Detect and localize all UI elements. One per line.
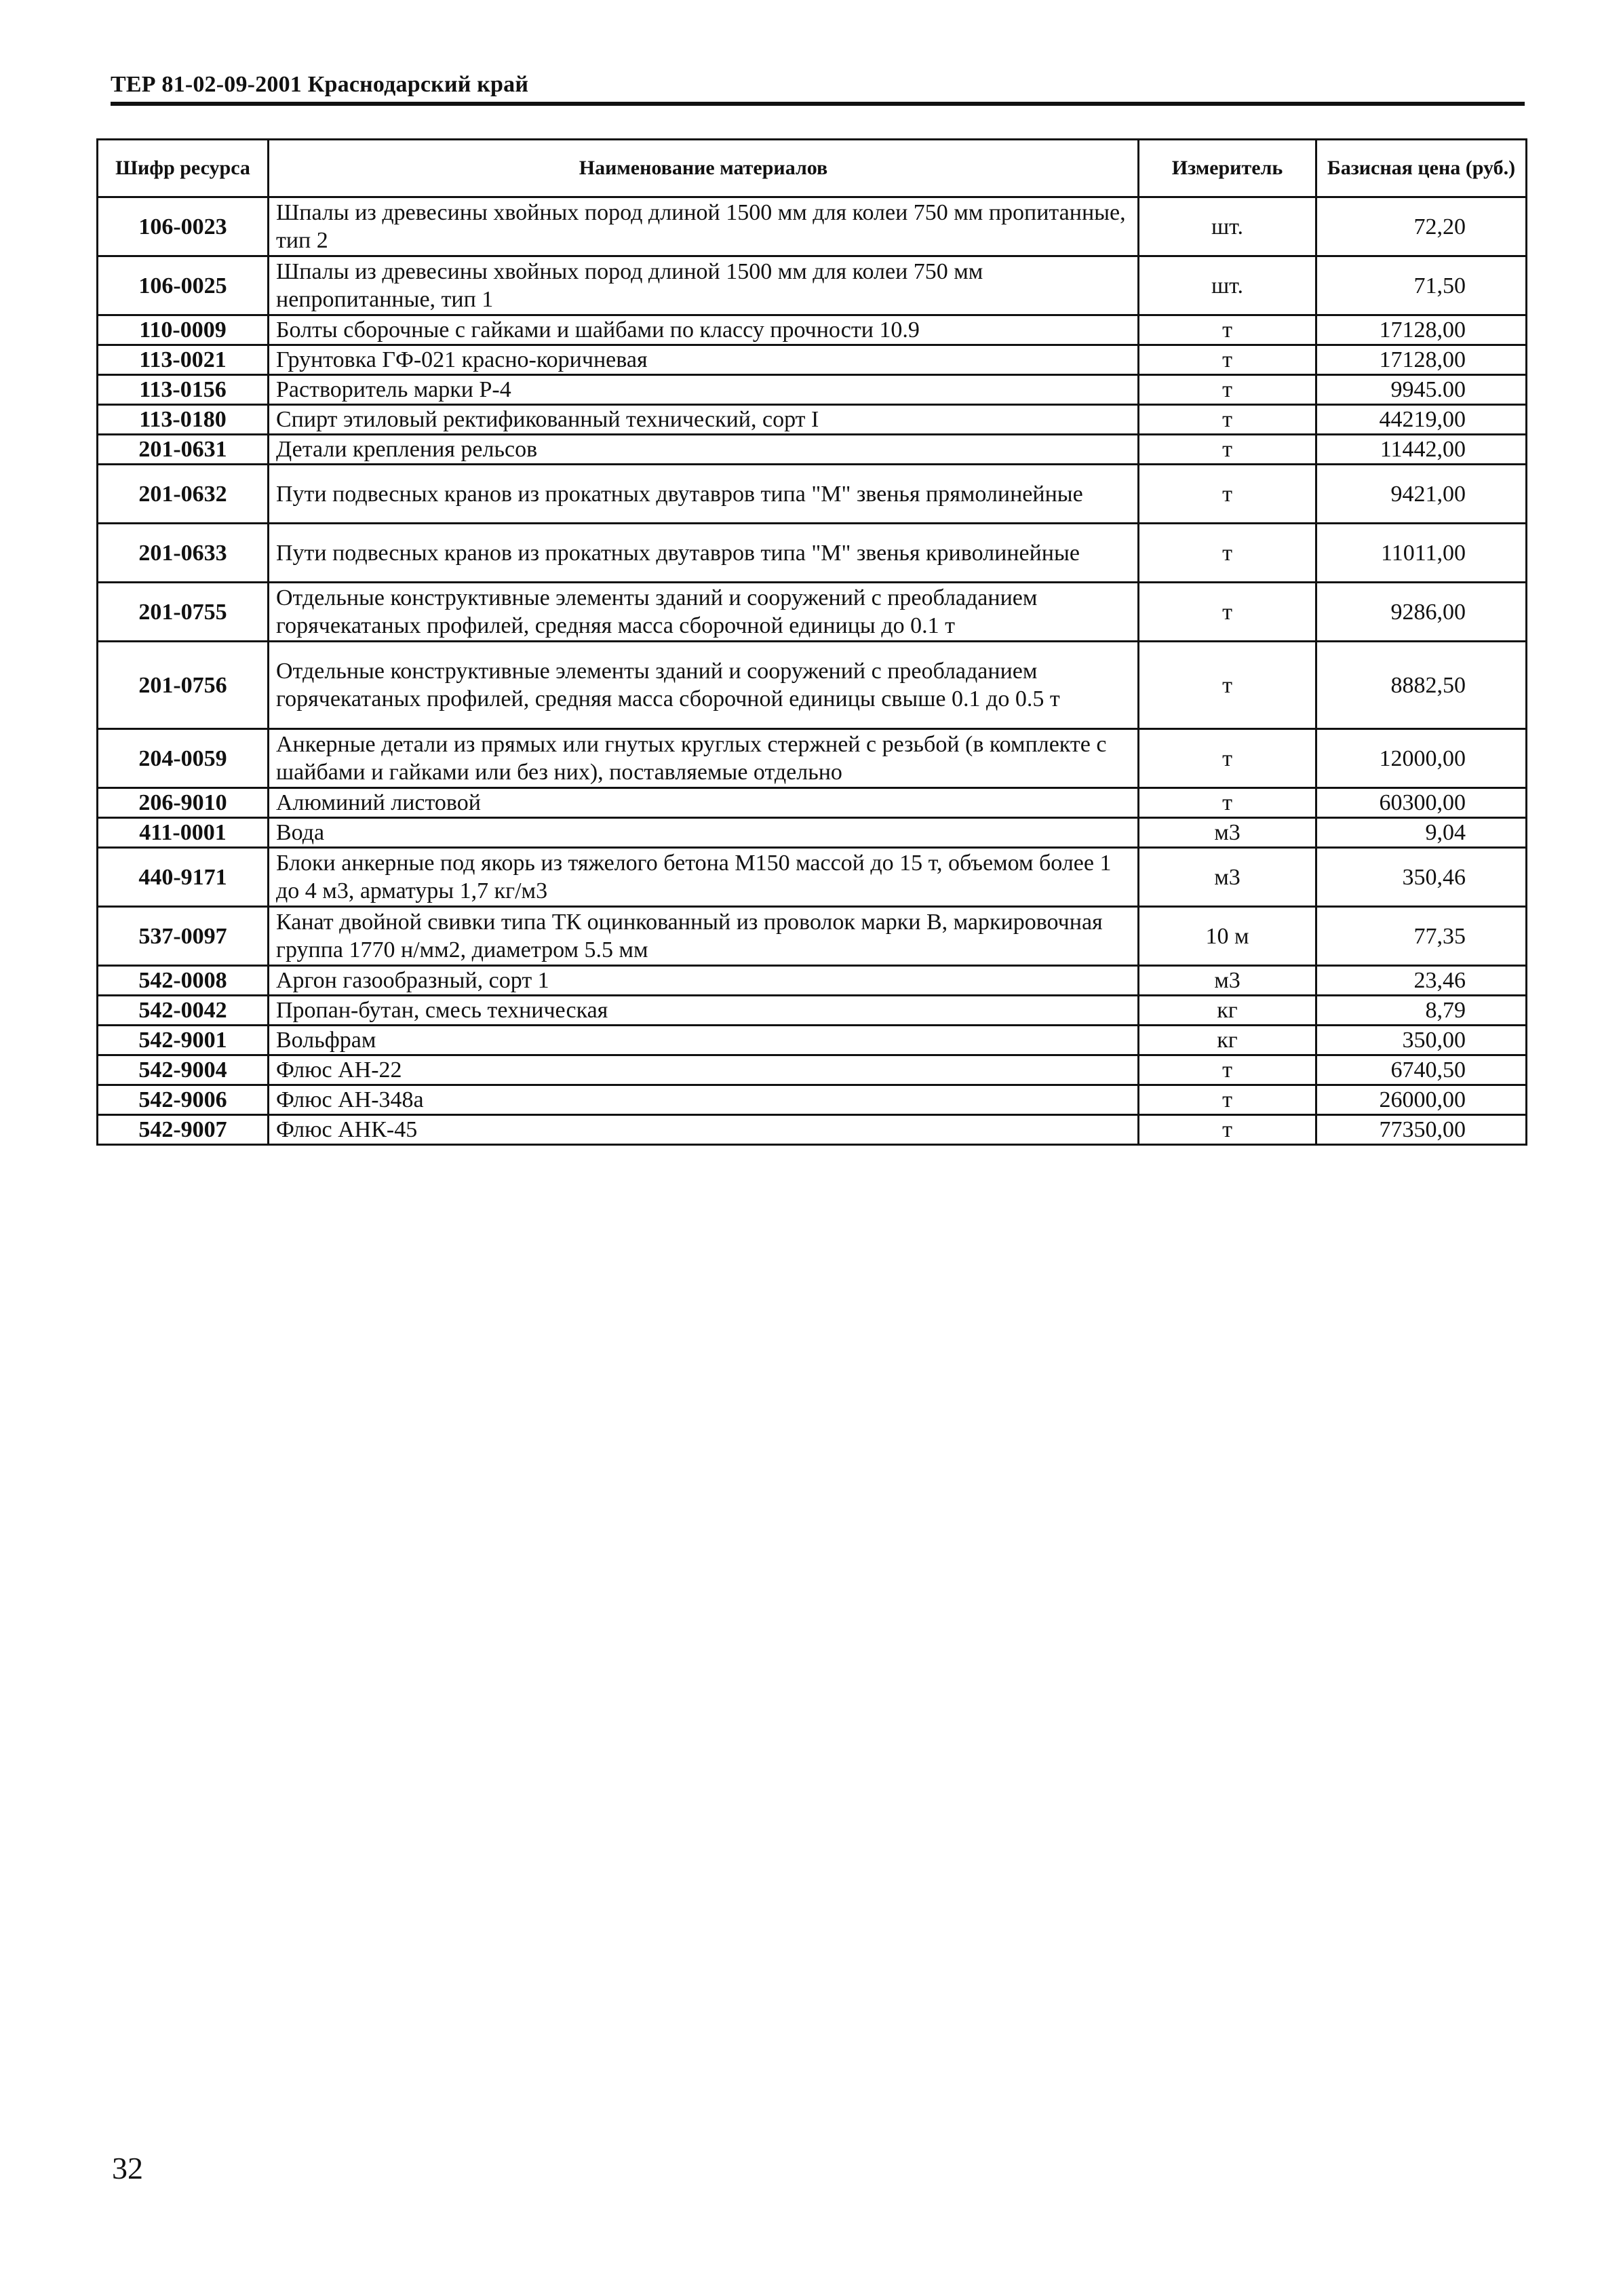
resource-code: 204-0059	[98, 729, 269, 788]
table-row	[98, 1085, 1527, 1115]
base-price: 6740,50	[1316, 1055, 1527, 1085]
unit-of-measure: 10 м	[1139, 907, 1316, 966]
base-price: 71,50	[1316, 256, 1527, 315]
base-price: 9945.00	[1316, 375, 1527, 405]
table-row	[98, 1026, 1527, 1055]
unit-of-measure: т	[1139, 1055, 1316, 1085]
table-row	[98, 345, 1527, 375]
base-price: 17128,00	[1316, 315, 1527, 345]
table-row	[98, 848, 1527, 907]
table-row	[98, 818, 1527, 848]
resource-code: 542-9004	[98, 1055, 269, 1085]
materials-table-wrapper	[96, 138, 1525, 1146]
unit-of-measure: т	[1139, 788, 1316, 818]
table-row	[98, 966, 1527, 996]
unit-of-measure: кг	[1139, 996, 1316, 1026]
table-row	[98, 788, 1527, 818]
material-name: Флюс АН-22	[269, 1055, 1139, 1085]
resource-code: 542-9007	[98, 1115, 269, 1145]
column-header-unit: Измеритель	[1139, 140, 1316, 197]
unit-of-measure: т	[1139, 642, 1316, 729]
unit-of-measure: т	[1139, 405, 1316, 435]
base-price: 8,79	[1316, 996, 1527, 1026]
page-number: 32	[112, 2151, 143, 2185]
material-name: Растворитель марки Р-4	[269, 375, 1139, 405]
base-price: 12000,00	[1316, 729, 1527, 788]
base-price: 26000,00	[1316, 1085, 1527, 1115]
column-header-price: Базисная цена (руб.)	[1316, 140, 1527, 197]
table-row	[98, 1115, 1527, 1145]
material-name: Пути подвесных кранов из прокатных двутавров типа "М" звенья криволинейные	[269, 524, 1139, 583]
material-name: Вода	[269, 818, 1139, 848]
material-name: Отдельные конструктивные элементы зданий и сооружений с преобладанием горячекатаных профилей, средняя масса сборочной единицы свыше 0.1 до 0.5 т	[269, 642, 1139, 729]
material-name: Аргон газообразный, сорт 1	[269, 966, 1139, 996]
unit-of-measure: т	[1139, 1115, 1316, 1145]
base-price: 72,20	[1316, 197, 1527, 256]
table-row	[98, 907, 1527, 966]
table-row	[98, 642, 1527, 729]
resource-code: 110-0009	[98, 315, 269, 345]
unit-of-measure: т	[1139, 345, 1316, 375]
base-price: 350,00	[1316, 1026, 1527, 1055]
material-name: Детали крепления рельсов	[269, 435, 1139, 465]
material-name: Анкерные детали из прямых или гнутых круглых стержней с резьбой (в комплекте с шайбами и гайками или без них), поставляемые отдельно	[269, 729, 1139, 788]
table-header-row	[98, 140, 1527, 197]
column-header-code: Шифр ресурса	[98, 140, 269, 197]
base-price: 350,46	[1316, 848, 1527, 907]
unit-of-measure: т	[1139, 1085, 1316, 1115]
material-name: Отдельные конструктивные элементы зданий и сооружений с преобладанием горячекатаных профилей, средняя масса сборочной единицы до 0.1 т	[269, 583, 1139, 642]
resource-code: 201-0633	[98, 524, 269, 583]
material-name: Пути подвесных кранов из прокатных двутавров типа "М" звенья прямолинейные	[269, 465, 1139, 524]
resource-code: 440-9171	[98, 848, 269, 907]
column-header-name: Наименование материалов	[269, 140, 1139, 197]
resource-code: 201-0755	[98, 583, 269, 642]
unit-of-measure: шт.	[1139, 256, 1316, 315]
unit-of-measure: м3	[1139, 848, 1316, 907]
unit-of-measure: т	[1139, 729, 1316, 788]
unit-of-measure: т	[1139, 524, 1316, 583]
unit-of-measure: т	[1139, 375, 1316, 405]
base-price: 77,35	[1316, 907, 1527, 966]
unit-of-measure: т	[1139, 465, 1316, 524]
resource-code: 206-9010	[98, 788, 269, 818]
resource-code: 201-0632	[98, 465, 269, 524]
resource-code: 537-0097	[98, 907, 269, 966]
base-price: 17128,00	[1316, 345, 1527, 375]
table-row	[98, 524, 1527, 583]
table-row	[98, 375, 1527, 405]
base-price: 9286,00	[1316, 583, 1527, 642]
material-name: Грунтовка ГФ-021 красно-коричневая	[269, 345, 1139, 375]
resource-code: 542-0008	[98, 966, 269, 996]
base-price: 9421,00	[1316, 465, 1527, 524]
material-name: Болты сборочные с гайками и шайбами по классу прочности 10.9	[269, 315, 1139, 345]
base-price: 11442,00	[1316, 435, 1527, 465]
table-row	[98, 315, 1527, 345]
material-name: Алюминий листовой	[269, 788, 1139, 818]
table-row	[98, 405, 1527, 435]
table-row	[98, 729, 1527, 788]
resource-code: 113-0180	[98, 405, 269, 435]
table-row	[98, 197, 1527, 256]
document-title: ТЕР 81-02-09-2001 Краснодарский край	[111, 72, 529, 97]
base-price: 60300,00	[1316, 788, 1527, 818]
unit-of-measure: м3	[1139, 818, 1316, 848]
material-name: Флюс АНК-45	[269, 1115, 1139, 1145]
base-price: 77350,00	[1316, 1115, 1527, 1145]
table-row	[98, 256, 1527, 315]
unit-of-measure: шт.	[1139, 197, 1316, 256]
unit-of-measure: кг	[1139, 1026, 1316, 1055]
resource-code: 113-0021	[98, 345, 269, 375]
resource-code: 113-0156	[98, 375, 269, 405]
material-name: Флюс АН-348а	[269, 1085, 1139, 1115]
resource-code: 542-9001	[98, 1026, 269, 1055]
resource-code: 106-0023	[98, 197, 269, 256]
material-name: Пропан-бутан, смесь техническая	[269, 996, 1139, 1026]
unit-of-measure: т	[1139, 435, 1316, 465]
material-name: Спирт этиловый ректификованный технический, сорт I	[269, 405, 1139, 435]
materials-table	[96, 138, 1527, 1146]
resource-code: 201-0631	[98, 435, 269, 465]
unit-of-measure: т	[1139, 583, 1316, 642]
table-row	[98, 996, 1527, 1026]
material-name: Шпалы из древесины хвойных пород длиной 1500 мм для колеи 750 мм непропитанные, тип 1	[269, 256, 1139, 315]
table-row	[98, 465, 1527, 524]
table-row	[98, 583, 1527, 642]
material-name: Вольфрам	[269, 1026, 1139, 1055]
material-name: Шпалы из древесины хвойных пород длиной 1500 мм для колеи 750 мм пропитанные, тип 2	[269, 197, 1139, 256]
material-name: Блоки анкерные под якорь из тяжелого бетона М150 массой до 15 т, объемом более 1 до 4 м3, арматуры 1,7 кг/м3	[269, 848, 1139, 907]
base-price: 44219,00	[1316, 405, 1527, 435]
page-header	[111, 68, 1525, 106]
resource-code: 201-0756	[98, 642, 269, 729]
material-name: Канат двойной свивки типа ТК оцинкованный из проволок марки В, маркировочная группа 1770 н/мм2, диаметром 5.5 мм	[269, 907, 1139, 966]
table-row	[98, 435, 1527, 465]
resource-code: 542-0042	[98, 996, 269, 1026]
table-row	[98, 1055, 1527, 1085]
resource-code: 106-0025	[98, 256, 269, 315]
base-price: 11011,00	[1316, 524, 1527, 583]
resource-code: 411-0001	[98, 818, 269, 848]
base-price: 23,46	[1316, 966, 1527, 996]
base-price: 8882,50	[1316, 642, 1527, 729]
resource-code: 542-9006	[98, 1085, 269, 1115]
base-price: 9,04	[1316, 818, 1527, 848]
unit-of-measure: м3	[1139, 966, 1316, 996]
unit-of-measure: т	[1139, 315, 1316, 345]
